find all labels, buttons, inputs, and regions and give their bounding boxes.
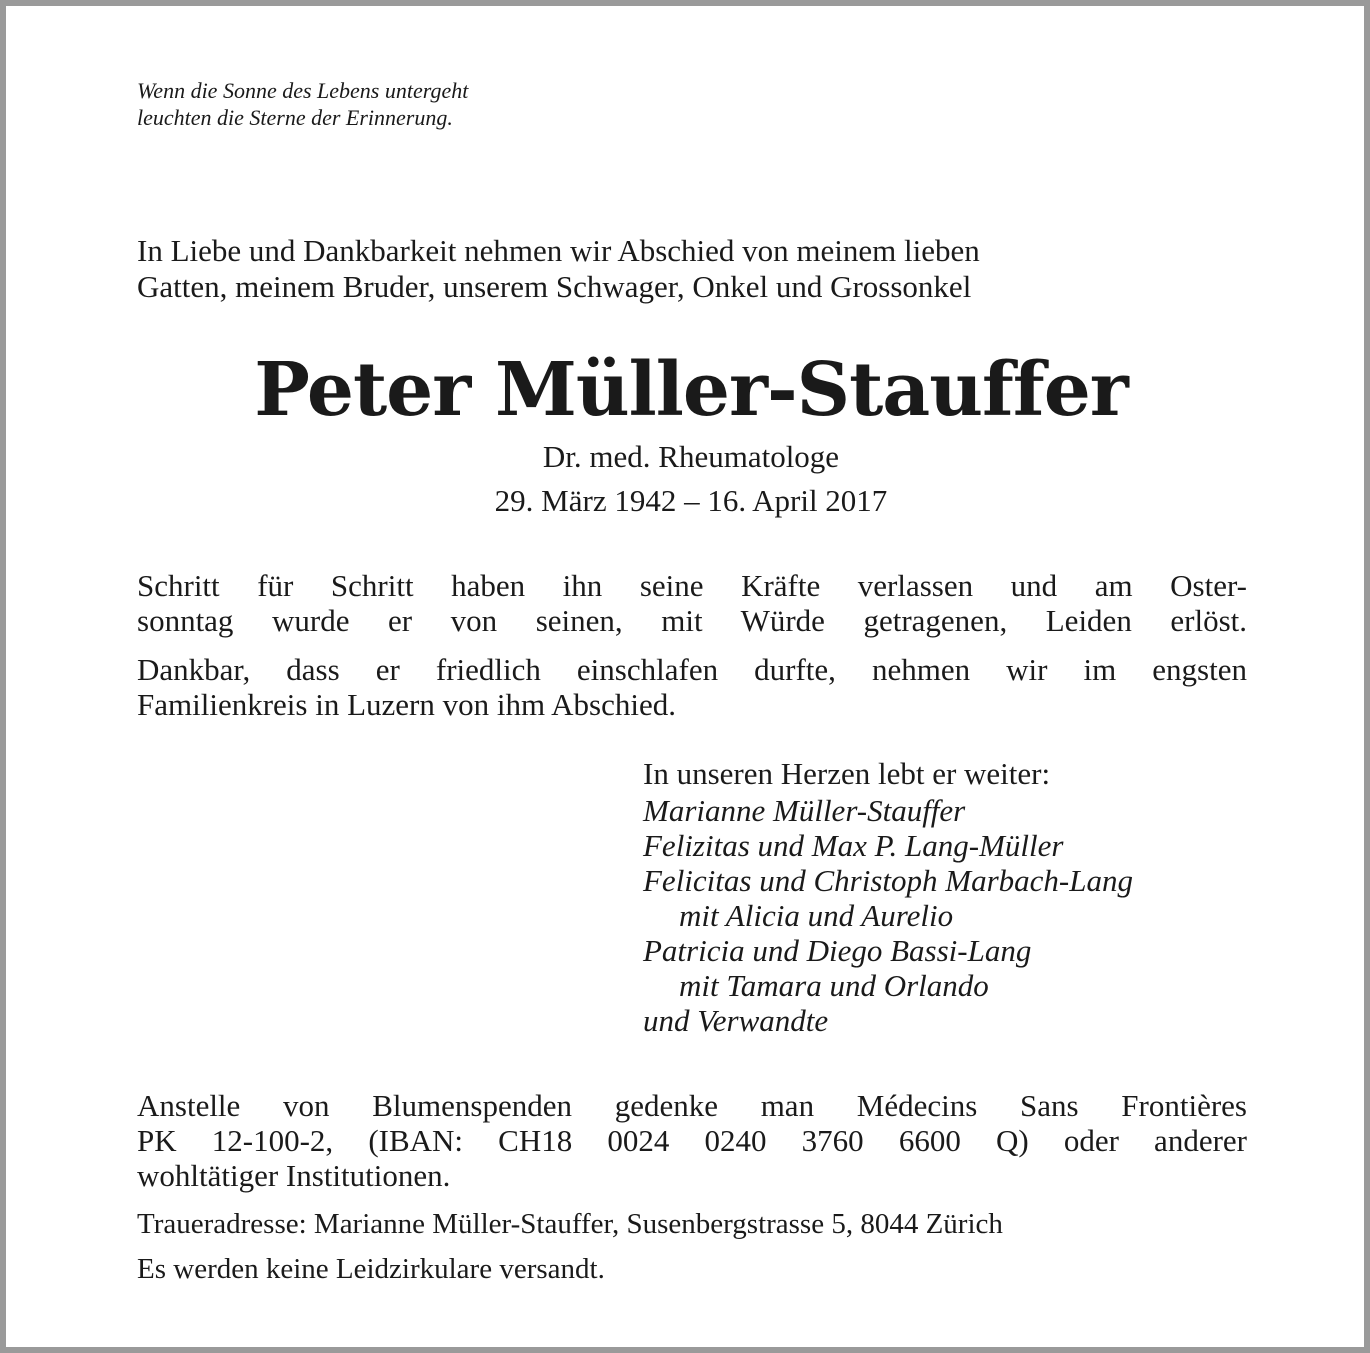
paragraph-passing: [137, 568, 1247, 638]
mourner-name: Patricia und Diego Bassi-Lang: [643, 933, 1032, 968]
paragraph-passing-line-2: sonntag wurde er von seinen, mit Würde getragenen, Leiden erlöst.: [137, 603, 1247, 638]
mourner-children: mit Tamara und Orlando: [679, 968, 989, 1003]
intro-line-1: In Liebe und Dankbarkeit nehmen wir Abschied von meinem lieben: [137, 233, 980, 268]
donation-note: [137, 1088, 1247, 1193]
mourners-block: [643, 756, 1263, 1038]
mourner-relatives: und Verwandte: [643, 1003, 829, 1038]
donation-line-1: Anstelle von Blumenspenden gedenke man Médecins Sans Frontières: [137, 1088, 1247, 1123]
mourning-address: Traueradresse: Marianne Müller-Stauffer, Susenbergstrasse 5, 8044 Zürich: [137, 1208, 1003, 1240]
mourner-name: Felizitas und Max P. Lang-Müller: [643, 828, 1064, 863]
paragraph-farewell: [137, 652, 1247, 722]
motto: [137, 77, 468, 131]
mourner-name: Felicitas und Christoph Marbach-Lang: [643, 863, 1133, 898]
mourners-heading: In unseren Herzen lebt er weiter:: [643, 756, 1051, 791]
mourner-children: mit Alicia und Aurelio: [679, 898, 954, 933]
donation-line-3: wohltätiger Institutionen.: [137, 1158, 451, 1193]
intro-line-2: Gatten, meinem Bruder, unserem Schwager, Onkel und Grossonkel: [137, 269, 972, 304]
mourner-name: Marianne Müller-Stauffer: [643, 793, 966, 828]
paragraph-passing-line-1: Schritt für Schritt haben ihn seine Kräfte verlassen und am Oster-: [137, 568, 1247, 603]
motto-line-1: Wenn die Sonne des Lebens untergeht: [137, 78, 469, 103]
motto-line-2: leuchten die Sterne der Erinnerung.: [137, 105, 453, 130]
deceased-title: Dr. med. Rheumatologe: [542, 439, 840, 474]
mourners-list: [643, 793, 1263, 1038]
deceased-name: Peter Müller-Stauffer: [254, 347, 1128, 433]
donation-line-2: PK 12-100-2, (IBAN: CH18 0024 0240 3760 6600 Q) oder anderer: [137, 1123, 1247, 1158]
paragraph-farewell-line-1: Dankbar, dass er friedlich einschlafen durfte, nehmen wir im engsten: [137, 652, 1247, 687]
intro-text: [137, 233, 1247, 305]
circulars-notice: Es werden keine Leidzirkulare versandt.: [137, 1253, 605, 1285]
life-dates: 29. März 1942 – 16. April 2017: [494, 483, 888, 518]
paragraph-farewell-line-2: Familienkreis in Luzern von ihm Abschied.: [137, 687, 676, 722]
